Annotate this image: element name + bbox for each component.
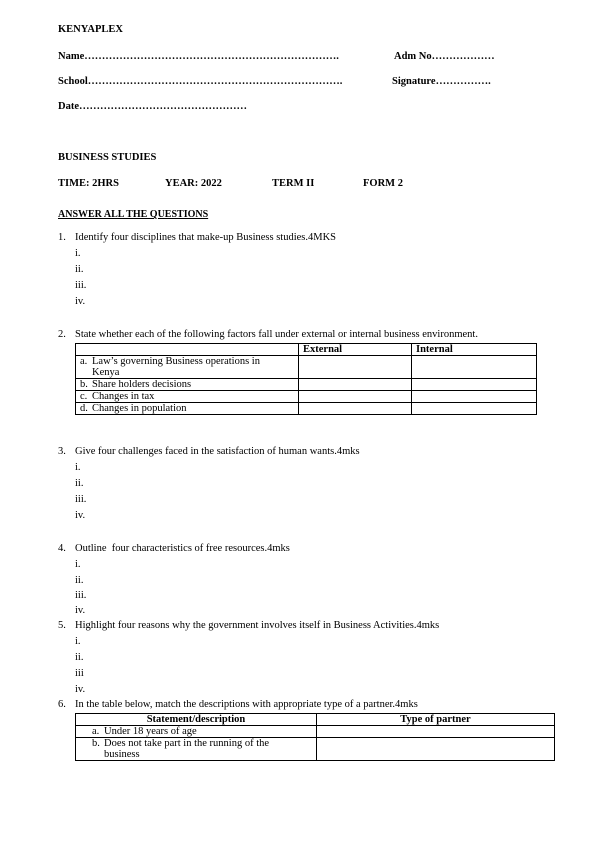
answer-line: i. <box>75 559 81 570</box>
answer-cell[interactable] <box>412 356 537 379</box>
answer-cell[interactable] <box>412 403 537 415</box>
exam-time: TIME: 2HRS <box>58 178 119 189</box>
exam-year: YEAR: 2022 <box>165 178 222 189</box>
partner-table <box>75 713 555 761</box>
adm-no-field[interactable]: Adm No……………… <box>394 51 495 62</box>
instruction: ANSWER ALL THE QUESTIONS <box>58 209 209 220</box>
answer-line: i. <box>75 462 81 473</box>
org-name: KENYAPLEX <box>58 24 123 35</box>
question-number: 6. <box>58 699 66 710</box>
answer-line: ii. <box>75 264 84 275</box>
table-header-statement: Statement/description <box>76 714 317 726</box>
name-field[interactable]: Name………………………………………………………………. <box>58 51 339 62</box>
answer-line: ii. <box>75 575 84 586</box>
question-number: 5. <box>58 620 66 631</box>
answer-line: iv. <box>75 510 86 521</box>
question-text: Give four challenges faced in the satisfaction of human wants.4mks <box>75 446 360 457</box>
table-row <box>76 738 555 761</box>
question-number: 2. <box>58 329 66 340</box>
signature-field[interactable]: Signature……………. <box>392 76 491 87</box>
date-field[interactable]: Date………………………………………… <box>58 101 247 112</box>
exam-term: TERM II <box>272 178 315 189</box>
table-header <box>76 344 299 356</box>
question-text: In the table below, match the descriptions with appropriate type of a partner.4mks <box>75 699 418 710</box>
answer-cell[interactable] <box>412 379 537 391</box>
answer-cell[interactable] <box>299 379 412 391</box>
question-text: Outline four characteristics of free resources.4mks <box>75 543 290 554</box>
answer-cell[interactable] <box>299 391 412 403</box>
answer-line: iv. <box>75 605 86 616</box>
table-row <box>76 391 537 403</box>
table-row <box>76 726 555 738</box>
table-row <box>76 403 537 415</box>
answer-cell[interactable] <box>299 403 412 415</box>
table-cell: a. Under 18 years of age <box>76 726 317 738</box>
answer-cell[interactable] <box>412 391 537 403</box>
environment-table <box>75 343 537 415</box>
answer-line: ii. <box>75 652 84 663</box>
answer-line: i. <box>75 248 81 259</box>
table-header-partner-type: Type of partner <box>317 714 555 726</box>
answer-line: iii. <box>75 590 87 601</box>
answer-cell[interactable] <box>317 738 555 761</box>
table-row <box>76 379 537 391</box>
table-cell: c. Changes in tax <box>76 391 299 403</box>
answer-line: iii. <box>75 494 87 505</box>
question-text: Identify four disciplines that make-up Business studies.4MKS <box>75 232 337 243</box>
answer-line: iii. <box>75 280 87 291</box>
exam-form: FORM 2 <box>363 178 403 189</box>
question-text: State whether each of the following factors fall under external or internal business environment. <box>75 329 478 340</box>
table-cell: b. Does not take part in the running of the business <box>76 738 317 761</box>
table-cell: a. Law’s governing Business operations in Kenya <box>76 356 299 379</box>
question-number: 1. <box>58 232 66 243</box>
question-text: Highlight four reasons why the government involves itself in Business Activities.4mks <box>75 620 440 631</box>
table-cell: d. Changes in population <box>76 403 299 415</box>
school-field[interactable]: School………………………………………………………………. <box>58 76 343 87</box>
question-number: 4. <box>58 543 66 554</box>
answer-cell[interactable] <box>317 726 555 738</box>
table-row <box>76 356 537 379</box>
answer-line: iv. <box>75 684 86 695</box>
answer-line: iv. <box>75 296 86 307</box>
answer-line: ii. <box>75 478 84 489</box>
answer-line: iii <box>75 668 84 679</box>
question-number: 3. <box>58 446 66 457</box>
table-header-external: External <box>299 344 412 356</box>
table-cell: b. Share holders decisions <box>76 379 299 391</box>
answer-line: i. <box>75 636 81 647</box>
subject-title: BUSINESS STUDIES <box>58 152 157 163</box>
table-header-internal: Internal <box>412 344 537 356</box>
answer-cell[interactable] <box>299 356 412 379</box>
